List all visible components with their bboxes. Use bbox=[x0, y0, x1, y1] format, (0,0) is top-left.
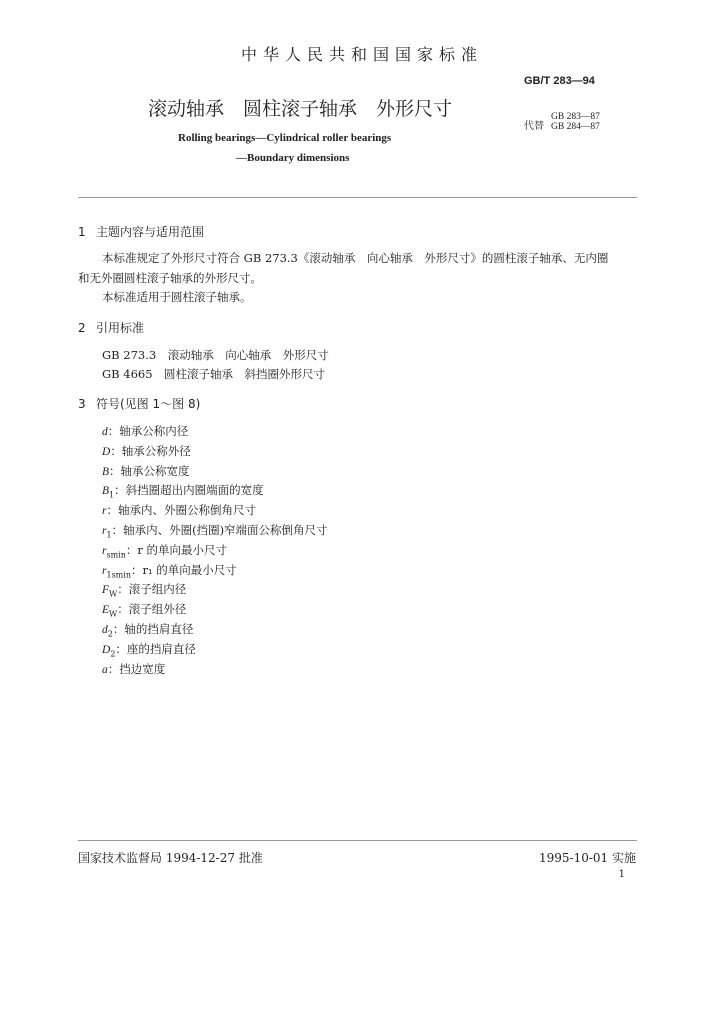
replaced-standard-1: GB 283—87 bbox=[551, 112, 600, 122]
symbol-description: ：轴承公称外径 bbox=[110, 443, 191, 458]
reference-item: GB 273.3 滚动轴承 向心轴承 外形尺寸 bbox=[102, 348, 329, 362]
paragraph: 本标准规定了外形尺寸符合 GB 273.3《滚动轴承 向心轴承 外形尺寸》的圆柱滚子轴承、无内圈 bbox=[102, 251, 609, 265]
symbol-item bbox=[102, 661, 165, 677]
symbol-item bbox=[102, 581, 186, 598]
header-divider bbox=[78, 197, 637, 198]
symbol-description: ：轴承内、外圈(挡圈)窄端面公称倒角尺寸 bbox=[111, 523, 328, 537]
document-title-cn: 滚动轴承 圆柱滚子轴承 外形尺寸 bbox=[148, 98, 453, 120]
symbol-letter: D bbox=[102, 643, 111, 656]
symbol-subscript: 2 bbox=[110, 649, 116, 659]
symbol-subscript: W bbox=[109, 589, 118, 599]
symbol-item bbox=[102, 542, 227, 559]
standard-number: GB/T 283—94 bbox=[524, 75, 595, 87]
replaced-standard-2: GB 284—87 bbox=[551, 122, 600, 132]
symbol-description: ：滚子组内径 bbox=[117, 582, 187, 597]
symbol-description: ：r 的单向最小尺寸 bbox=[125, 542, 228, 557]
paragraph: 本标准适用于圆柱滚子轴承。 bbox=[102, 290, 252, 304]
symbol-item bbox=[102, 621, 193, 638]
symbol-item bbox=[102, 502, 256, 518]
symbol-letter: d bbox=[102, 426, 108, 438]
page-number: 1 bbox=[618, 869, 625, 880]
section-number: 1 bbox=[78, 225, 86, 239]
symbol-subscript: W bbox=[109, 609, 118, 619]
approval-date: 国家技术监督局 1994-12-27 批准 bbox=[78, 851, 263, 865]
section-heading-3 bbox=[78, 395, 200, 412]
section-number: 2 bbox=[78, 321, 86, 335]
symbol-letter: r bbox=[102, 525, 107, 537]
symbol-description: ：轴承公称内径 bbox=[107, 424, 189, 438]
paragraph: 和无外圈圆柱滚子轴承的外形尺寸。 bbox=[78, 271, 262, 285]
symbol-letter: F bbox=[102, 584, 110, 597]
symbol-item bbox=[102, 482, 264, 499]
national-standard-title: 中华人民共和国国家标准 bbox=[240, 45, 483, 64]
symbol-letter: B bbox=[102, 485, 110, 498]
symbol-subscript: 1smin bbox=[106, 569, 131, 579]
effective-date: 1995-10-01 实施 bbox=[538, 851, 636, 865]
symbol-subscript: smin bbox=[106, 550, 126, 560]
symbol-letter: E bbox=[102, 604, 110, 617]
document-title-en-line2: —Boundary dimensions bbox=[236, 152, 350, 164]
reference-item: GB 4665 圆柱滚子轴承 斜挡圈外形尺寸 bbox=[102, 367, 326, 381]
section-number: 3 bbox=[78, 397, 86, 411]
symbol-description: ：滚子组外径 bbox=[117, 602, 187, 617]
section-title: 引用标准 bbox=[96, 321, 145, 335]
symbol-letter: B bbox=[102, 465, 110, 478]
symbol-item bbox=[102, 463, 190, 479]
symbol-subscript: 1 bbox=[109, 490, 115, 500]
symbol-letter: a bbox=[102, 663, 108, 676]
symbol-item bbox=[102, 641, 196, 658]
symbol-subscript: 1 bbox=[106, 530, 112, 540]
symbol-letter: r bbox=[102, 505, 107, 518]
replaces-label: 代替 bbox=[524, 121, 544, 132]
section-heading-2 bbox=[78, 319, 144, 336]
section-title: 符号(见图 1～图 8) bbox=[96, 397, 201, 411]
symbol-description: ：轴承内、外圈公称倒角尺寸 bbox=[106, 503, 256, 518]
symbol-description: ：座的挡肩直径 bbox=[115, 641, 196, 656]
symbol-item bbox=[102, 601, 186, 618]
symbol-description: ：轴的挡肩直径 bbox=[112, 622, 194, 636]
symbol-letter: r bbox=[102, 544, 107, 557]
symbol-letter: d bbox=[102, 624, 108, 636]
symbol-letter: r bbox=[102, 564, 107, 577]
symbol-description: ：轴承公称宽度 bbox=[109, 463, 190, 478]
symbol-item bbox=[102, 522, 328, 539]
symbol-subscript: 2 bbox=[107, 629, 113, 639]
symbol-letter: D bbox=[102, 445, 111, 458]
section-title: 主题内容与适用范围 bbox=[96, 225, 205, 239]
symbol-description: ：斜挡圈超出内圈端面的宽度 bbox=[114, 483, 264, 498]
document-title-en-line1: Rolling bearings—Cylindrical roller bearings bbox=[178, 132, 392, 144]
symbol-description: ：挡边宽度 bbox=[107, 661, 166, 676]
symbol-item bbox=[102, 443, 191, 459]
symbol-item bbox=[102, 562, 237, 579]
symbol-description: ：r₁ 的单向最小尺寸 bbox=[130, 562, 237, 577]
symbol-item bbox=[102, 423, 188, 439]
footer-divider bbox=[78, 840, 637, 841]
section-heading-1 bbox=[78, 223, 204, 240]
